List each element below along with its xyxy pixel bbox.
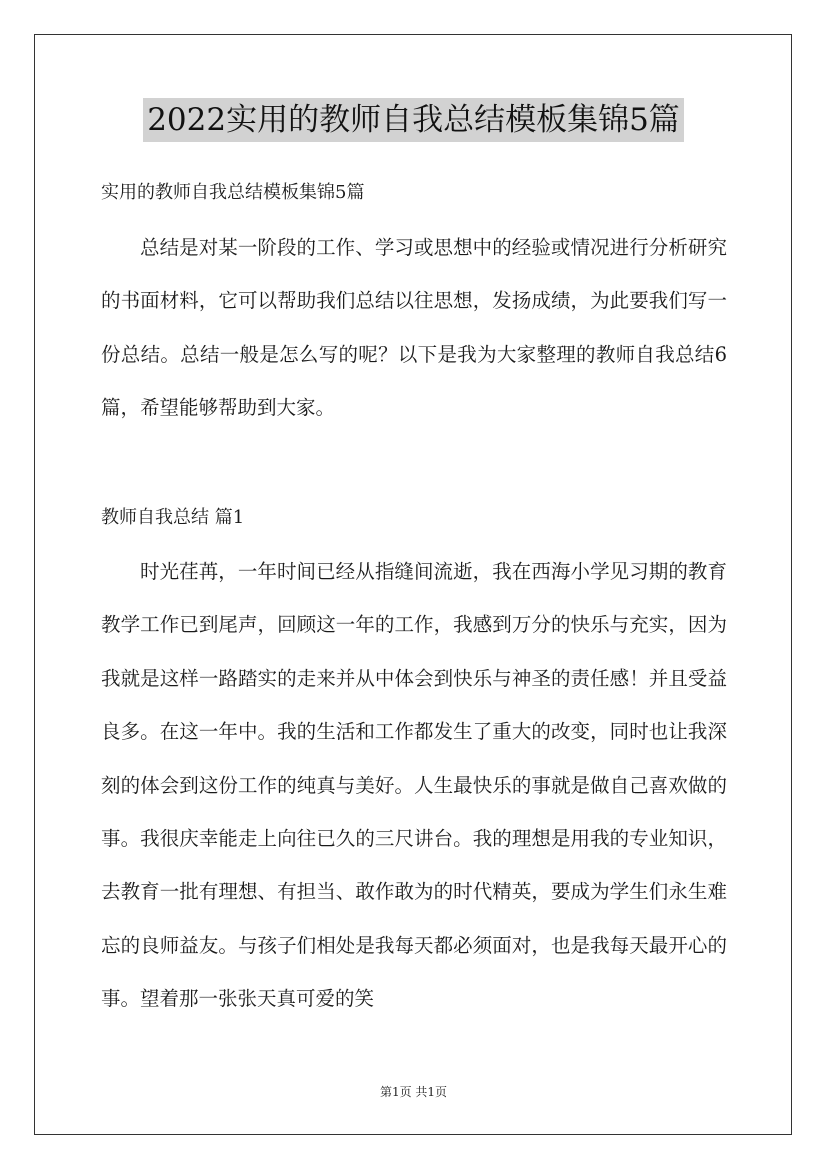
section-body-paragraph: 时光荏苒，一年时间已经从指缝间流逝，我在西海小学见习期的教育教学工作已到尾声，回顾这一年的工作，我感到万分的快乐与充实，因为我就是这样一路踏实的走来并从中体会到快乐与神圣的责任感！并且受益良多。在这一年中。我的生活和工作都发生了重大的改变，同时也让我深刻的体会到这份工作的纯真与美好。人生最快乐的事就是做自己喜欢做的事。我很庆幸能走上向往已久的三尺讲台。我的理想是用我的专业知识，去教育一批有理想、有担当、敢作敢为的时代精英，要成为学生们永生难忘的良师益友。与孩子们相处是我每天都必须面对，也是我每天最开心的事。望着那一张张天真可爱的笑 [101, 560, 727, 1011]
intro-paragraph: 总结是对某一阶段的工作、学习或思想中的经验或情况进行分析研究的书面材料，它可以帮助我们总结以往思想，发扬成绩，为此要我们写一份总结。总结一般是怎么写的呢？以下是我为大家整理的教师自我总结6篇，希望能够帮助到大家。 [101, 236, 727, 420]
title-container [0, 98, 827, 142]
section-heading: 教师自我总结 篇1 [101, 507, 245, 528]
document-title: 2022实用的教师自我总结模板集锦5篇 [143, 98, 684, 142]
page-footer: 第1页 共1页 [379, 1085, 448, 1099]
document-subtitle: 实用的教师自我总结模板集锦5篇 [101, 182, 365, 203]
